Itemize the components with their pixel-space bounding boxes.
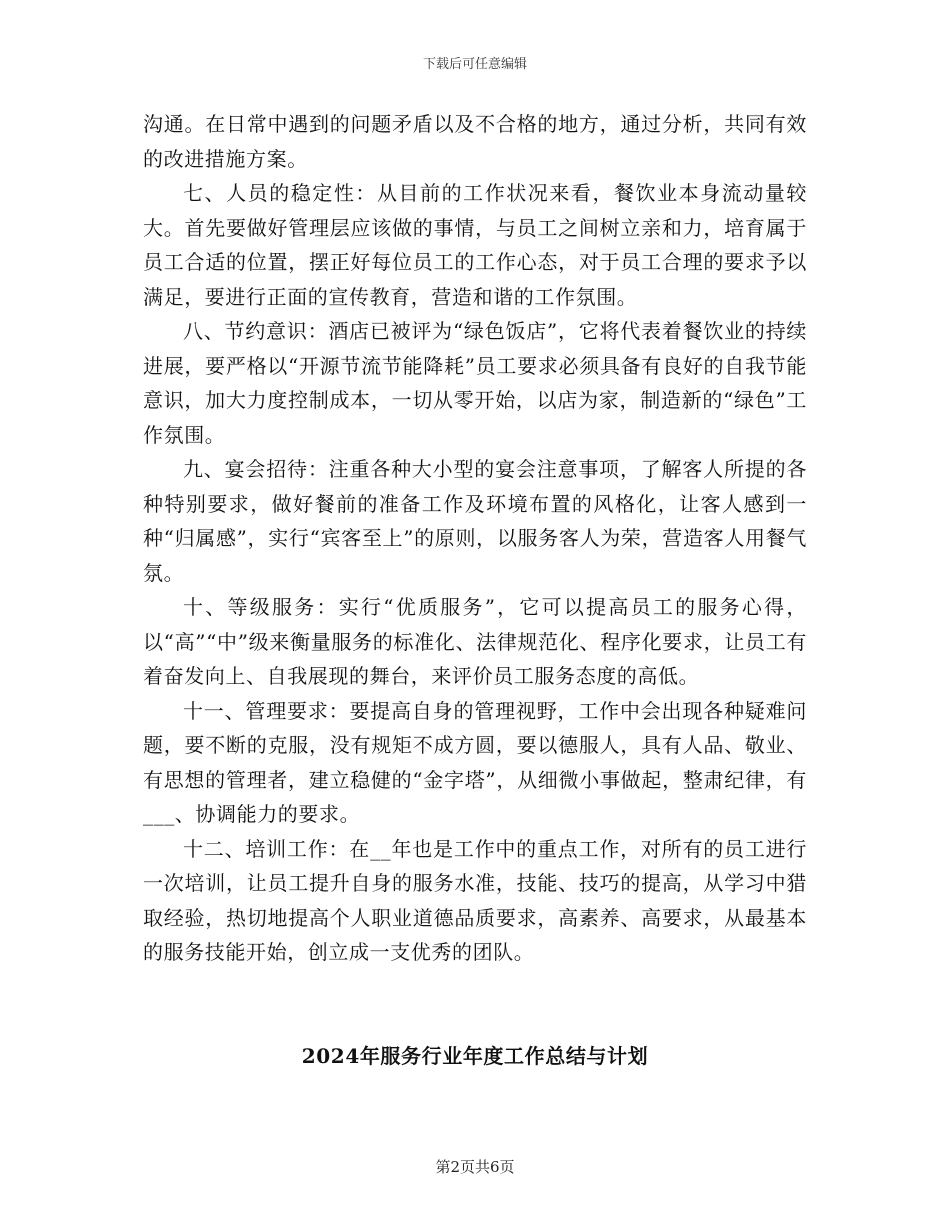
section-title: 2024年服务行业年度工作总结与计划 bbox=[301, 1044, 649, 1068]
paragraph-saving-awareness: 八、节约意识：酒店已被评为“绿色饭店”，它将代表着餐饮业的持续进展，要严格以“开源节流节能降耗”员工要求必须具备有良好的自我节能意识，加大力度控制成本，一切从零开始，以店为家，制造新的“绿色”工作氛围。 bbox=[143, 319, 807, 447]
page-header-note: 下载后可任意编辑 bbox=[422, 57, 527, 72]
paragraph-management-requirements: 十一、管理要求：要提高自身的管理视野，工作中会出现各种疑难问题，要不断的克服，没有规矩不成方圆，要以德服人，具有人品、敬业、有思想的管理者，建立稳健的“金字塔”，从细微小事做起，整肃纪律，有___、协调能力的要求。 bbox=[143, 698, 807, 826]
page-number: 第2页共6页 bbox=[435, 1158, 515, 1176]
paragraph-banquet-reception: 九、宴会招待：注重各种大小型的宴会注意事项，了解客人所提的各种特别要求，做好餐前的准备工作及环境布置的风格化，让客人感到一种“归属感”，实行“宾客至上”的原则，以服务客人为荣，营造客人用餐气氛。 bbox=[143, 457, 807, 585]
paragraph-continuation: 沟通。在日常中遇到的问题矛盾以及不合格的地方，通过分析，共同有效的改进措施方案。 bbox=[143, 112, 807, 171]
document-body bbox=[143, 107, 807, 970]
paragraph-grade-service: 十、等级服务：实行“优质服务”，它可以提高员工的服务心得，以“高”“中”级来衡量服务的标准化、法律规范化、程序化要求，让员工有着奋发向上、自我展现的舞台，来评价员工服务态度的高低。 bbox=[143, 595, 807, 688]
paragraph-staff-stability: 七、人员的稳定性：从目前的工作状况来看，餐饮业本身流动量较大。首先要做好管理层应该做的事情，与员工之间树立亲和力，培育属于员工合适的位置，摆正好每位员工的工作心态，对于员工合理的要求予以满足，要进行正面的宣传教育，营造和谐的工作氛围。 bbox=[143, 181, 807, 309]
paragraph-training-work: 十二、培训工作：在__年也是工作中的重点工作，对所有的员工进行一次培训，让员工提升自身的服务水准，技能、技巧的提高，从学习中猎取经验，热切地提高个人职业道德品质要求，高素养、高要求，从最基本的服务技能开始，创立成一支优秀的团队。 bbox=[143, 836, 807, 964]
